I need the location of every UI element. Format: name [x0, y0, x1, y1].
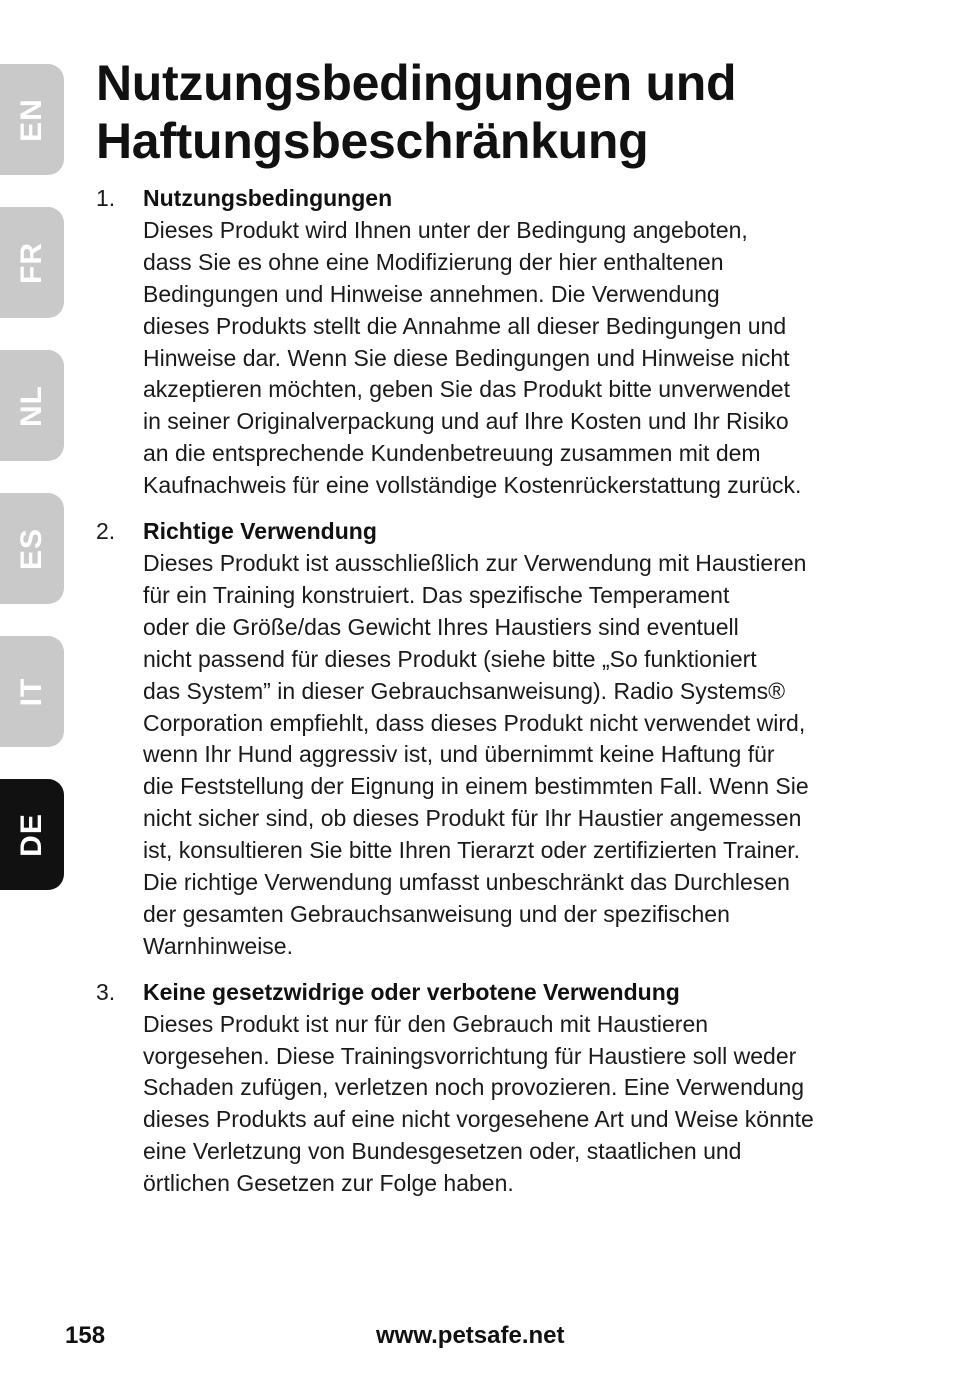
lang-tab-label: DE: [15, 812, 48, 857]
section-body: Dieses Produkt wird Ihnen unter der Bedingung angeboten, dass Sie es ohne eine Modifizierung der hier enthaltenen Bedingungen und Hinweise annehmen. Die Verwendung dieses Produkts stellt die Annahme all dieser Bedingungen und Hinweise dar. Wenn Sie diese Bedingungen und Hinweise nicht akzeptieren möchten, geben Sie das Produkt bitte unverwendet in seiner Originalverpackung und auf Ihre Kosten und Ihr Risiko an die entsprechende Kundenbetreuung zusammen mit dem Kaufnachweis für eine vollständige Kostenrückerstattung zurück.: [143, 216, 802, 499]
section-number: 1.: [96, 185, 116, 211]
section-number: 2.: [96, 518, 116, 545]
section-body: Dieses Produkt ist ausschließlich zur Verwendung mit Haustieren für ein Training konstruiert. Das spezifische Temperament oder die Größe/das Gewicht Ihres Haustiers sind eventuell nicht passend für dieses Produkt (siehe bitte „So funktioniert das System” in dieser Gebrauchsanweisung). Radio Systems® Corporation empfiehlt, dass dieses Produkt nicht verwendet wird, wenn Ihr Hund aggressiv ist, und übernimmt keine Haftung für die Feststellung der Eignung in einem bestimmten Fall. Wenn Sie nicht sicher sind, ob dieses Produkt für Ihr Haustier angemessen ist, konsultieren Sie bitte Ihren Tierarzt oder zertifizierten Trainer. Die richtige Verwendung umfasst unbeschränkt das Durchlesen der gesamten Gebrauchsanweisung und der spezifischen Warnhinweise.: [143, 549, 809, 959]
lang-tab-label: ES: [15, 527, 48, 570]
lang-tab-de[interactable]: [0, 779, 64, 890]
lang-tab-label: EN: [15, 97, 48, 142]
lang-tab-es[interactable]: [0, 493, 64, 604]
page-title: [96, 54, 736, 170]
section-no-unlawful-use: [96, 977, 896, 1200]
section-heading: Keine gesetzwidrige oder verbotene Verwendung: [143, 978, 680, 1005]
section-proper-use: [96, 516, 896, 963]
lang-tab-fr[interactable]: [0, 207, 64, 318]
title-text: Nutzungsbedingungen und Haftungsbeschränkung: [96, 55, 737, 169]
page-number: 158: [65, 1322, 106, 1349]
terms-sections: [96, 183, 896, 1200]
section-body: Dieses Produkt ist nur für den Gebrauch mit Haustieren vorgesehen. Diese Trainingsvorrichtung für Haustiere soll weder Schaden zufügen, verletzen noch provozieren. Eine Verwendung dieses Produkts auf eine nicht vorgesehene Art und Weise könnte eine Verletzung von Bundesgesetzen oder, staatlichen und örtlichen Gesetzen zur Folge haben.: [143, 1010, 814, 1197]
lang-tab-label: IT: [15, 677, 48, 706]
lang-tab-en[interactable]: [0, 64, 64, 175]
lang-tab-label: NL: [15, 384, 48, 427]
section-heading: Nutzungsbedingungen: [143, 185, 393, 211]
lang-tab-label: FR: [15, 241, 48, 284]
section-terms-of-use: [96, 183, 896, 502]
website-link[interactable]: www.petsafe.net: [376, 1322, 565, 1349]
lang-tab-it[interactable]: [0, 636, 64, 747]
section-heading: Richtige Verwendung: [143, 518, 377, 545]
section-number: 3.: [96, 978, 116, 1005]
lang-tab-nl[interactable]: [0, 350, 64, 461]
language-tabs: [0, 0, 64, 1400]
